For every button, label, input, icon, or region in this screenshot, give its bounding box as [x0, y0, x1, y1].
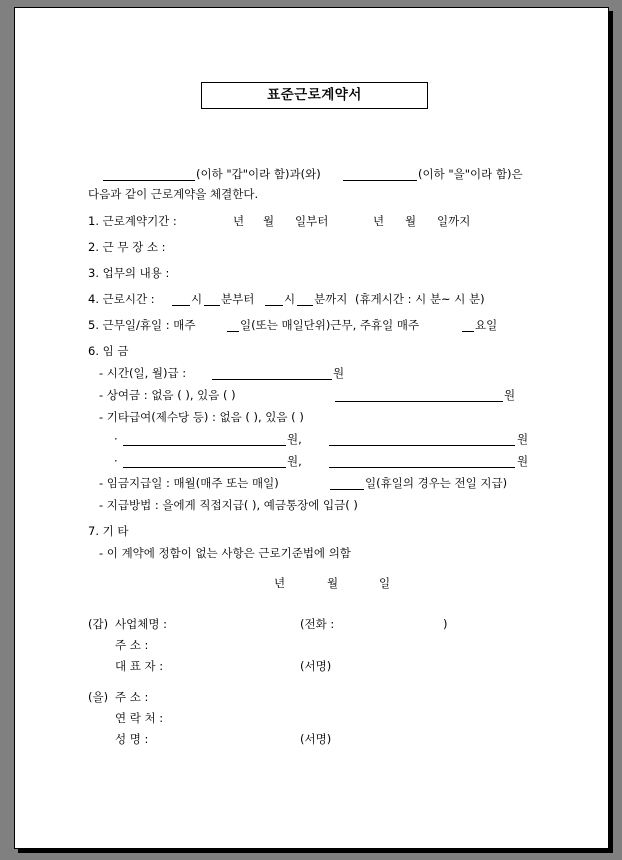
blank-other-1b[interactable]	[329, 445, 515, 446]
hours-m1: 분부터	[221, 292, 255, 306]
blank-party-b[interactable]	[343, 180, 417, 181]
period-from: 일부터	[295, 214, 329, 228]
hours-h2: 시	[284, 292, 296, 306]
period-year-end: 년	[373, 214, 385, 228]
page-shadow-bottom	[18, 849, 613, 853]
wage-hourly-won: 원	[333, 366, 345, 380]
party-b-prefix: (을)	[88, 690, 109, 704]
other-row-won2: 원	[517, 432, 529, 446]
blank-hour-end[interactable]	[265, 305, 283, 306]
days-label: 5. 근무일/휴일 : 매주	[88, 318, 196, 332]
days-suffix: 요일	[475, 318, 498, 332]
blank-bonus[interactable]	[335, 401, 503, 402]
wage-heading: 6. 임 금	[88, 344, 129, 358]
wage-other-label: - 기타급여(제수당 등) : 없음 ( ), 있음 ( )	[99, 410, 304, 424]
blank-weekly-holiday[interactable]	[462, 331, 474, 332]
document-page	[14, 7, 609, 849]
party-b-sign: (서명)	[300, 732, 332, 746]
blank-other-1a[interactable]	[123, 445, 286, 446]
wage-hourly-label: - 시간(일, 월)급 :	[99, 366, 187, 380]
wage-bonus-label: - 상여금 : 없음 ( ), 있음 ( )	[99, 388, 236, 402]
blank-minute-end[interactable]	[297, 305, 313, 306]
intro-text-b: (이하 "을"이라 함)은	[418, 167, 523, 181]
hours-h1: 시	[191, 292, 203, 306]
date-year: 년	[274, 576, 286, 590]
period-month-end: 월	[405, 214, 417, 228]
blank-payday[interactable]	[330, 489, 364, 490]
party-a-phone-close: )	[443, 617, 448, 631]
page-shadow-right	[609, 11, 613, 853]
blank-other-2b[interactable]	[329, 467, 515, 468]
blank-minute-start[interactable]	[204, 305, 220, 306]
hours-rest: (휴게시간 : 시 분~ 시 분)	[355, 292, 485, 306]
intro-text-line2: 다음과 같이 근로계약을 체결한다.	[88, 187, 259, 201]
date-day: 일	[379, 576, 391, 590]
hours-label: 4. 근로시간 :	[88, 292, 155, 306]
other-row-won1: 원,	[287, 432, 302, 446]
days-text: 일(또는 매일단위)근무, 주휴일 매주	[240, 318, 420, 332]
party-a-phone: (전화 :	[300, 617, 335, 631]
wage-payday-label: - 임금지급일 : 매월(매주 또는 매일)	[99, 476, 279, 490]
party-a-business-name: 사업체명 :	[115, 617, 167, 631]
party-a-prefix: (갑)	[88, 617, 109, 631]
period-to: 일까지	[437, 214, 471, 228]
other-row-won2: 원	[517, 454, 529, 468]
etc-heading: 7. 기 타	[88, 524, 129, 538]
other-row-won1: 원,	[287, 454, 302, 468]
blank-days-per-week[interactable]	[227, 331, 239, 332]
blank-hour-start[interactable]	[172, 305, 190, 306]
blank-hourly-wage[interactable]	[212, 379, 332, 380]
intro-text-a: (이하 "갑"이라 함)과(와)	[196, 167, 321, 181]
date-month: 월	[327, 576, 339, 590]
wage-payday-text: 일(휴일의 경우는 전일 지급)	[365, 476, 508, 490]
other-row-bullet: ·	[114, 454, 118, 468]
work-place-label: 2. 근 무 장 소 :	[88, 240, 166, 254]
document-title: 표준근로계약서	[201, 82, 428, 109]
party-a-address: 주 소 :	[115, 638, 149, 652]
period-label: 1. 근로계약기간 :	[88, 214, 177, 228]
wage-method: - 지급방법 : 을에게 직접지급( ), 예금통장에 입금( )	[99, 498, 358, 512]
other-row-bullet: ·	[114, 432, 118, 446]
wage-bonus-won: 원	[504, 388, 516, 402]
blank-other-2a[interactable]	[123, 467, 286, 468]
party-b-address: 주 소 :	[115, 690, 149, 704]
party-a-representative: 대 표 자 :	[115, 659, 164, 673]
hours-m2: 분까지	[314, 292, 348, 306]
period-month-start: 월	[263, 214, 275, 228]
period-year-start: 년	[233, 214, 245, 228]
party-b-contact: 연 락 처 :	[115, 711, 164, 725]
party-a-sign: (서명)	[300, 659, 332, 673]
blank-party-a[interactable]	[103, 180, 195, 181]
party-b-name: 성 명 :	[115, 732, 149, 746]
etc-text: - 이 계약에 정함이 없는 사항은 근로기준법에 의함	[99, 546, 351, 560]
work-content-label: 3. 업무의 내용 :	[88, 266, 170, 280]
